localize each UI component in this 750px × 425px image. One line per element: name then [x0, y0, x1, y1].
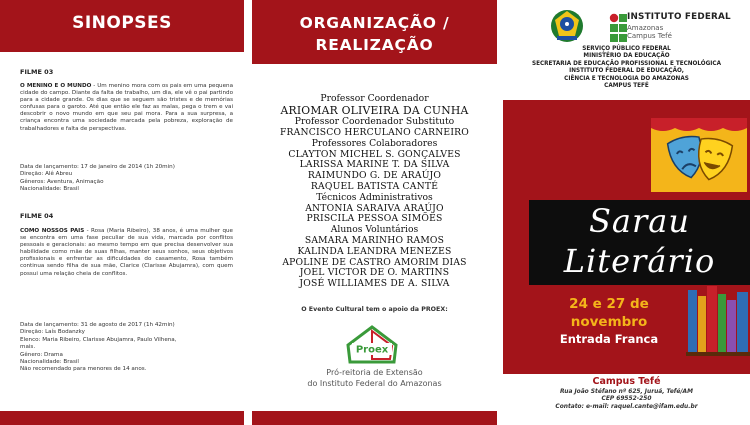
- synopses-footer-bar: [0, 411, 244, 425]
- film-1-separator: -: [91, 83, 98, 89]
- proex-logo: [344, 325, 400, 365]
- film-1-text: Um menino mora com os pais em uma pequena cidade do campo. Diante da falta de trabalho, um dia, ele vê o pai partindo para a cidade grande. Os dias que se seguem são tristes e de memórias confusas para o garoto. Até que então ele faz as malas, pega o trem e vai descobrir o novo mundo em que seu pai mora. Para a sua surpresa, a criança encontra uma sociedade marcada pela pobreza, exploração de trabalhadores e falta de perspectivas.: [20, 83, 233, 132]
- synopses-panel: [0, 0, 244, 425]
- book-spine: [688, 290, 697, 352]
- theater-masks-box: [651, 118, 747, 192]
- organization-footer-bar: [252, 411, 497, 425]
- books-icon: [686, 284, 750, 356]
- gov-line-6: CAMPUS TEFÉ: [604, 83, 649, 90]
- gov-line-2: MINISTÉRIO DA EDUCAÇÃO: [583, 53, 670, 60]
- masks-curtain: [651, 118, 747, 131]
- team-member-name: LARISSA MARINE T. DA SILVA: [299, 159, 450, 171]
- event-date-line-1: 24 e 27 de: [569, 296, 649, 312]
- film-2-nationality: Nacionalidade: Brasil: [20, 359, 79, 366]
- team-member-name: CLAYTON MICHEL S. GONÇALVES: [288, 148, 461, 160]
- synopses-header: [0, 0, 244, 52]
- team-member-name: KALINDA LEANDRA MENEZES: [297, 245, 452, 257]
- gov-line-4: INSTITUTO FEDERAL DE EDUCAÇÃO,: [569, 68, 684, 75]
- team-member-name: JOEL VICTOR DE O. MARTINS: [299, 267, 450, 279]
- team-role: Professores Colaboradores: [311, 137, 438, 149]
- film-1-genres: Gêneros: Aventura, Animação: [20, 178, 104, 185]
- institute-campus: Campus Tefé: [627, 32, 672, 40]
- film-1-release: Data de lançamento: 17 de janeiro de 2014 (1h 20min): [20, 164, 175, 170]
- entry-info: Entrada Franca: [559, 332, 659, 346]
- if-logo-icon: [610, 14, 627, 42]
- film-1-label: FILME 03: [20, 68, 54, 76]
- team-member-name: RAQUEL BATISTA CANTÉ: [310, 180, 439, 192]
- gov-line-5: CIÊNCIA E TECNOLOGIA DO AMAZONAS: [564, 75, 689, 82]
- gov-line-1: SERVIÇO PÚBLICO FEDERAL: [582, 46, 671, 52]
- book-spine: [718, 294, 726, 352]
- film-2-rating: Não recomendado para menores de 14 anos.: [20, 366, 147, 373]
- event-date-line-2: novembro: [570, 314, 648, 330]
- government-header: [505, 46, 748, 90]
- film-1-nationality: Nacionalidade: Brasil: [20, 186, 79, 193]
- gov-line-3: SECRETARIA DE EDUCAÇÃO PROFISSIONAL E TECNOLÓGICA: [532, 60, 721, 67]
- event-title-line-1: Sarau: [589, 202, 690, 240]
- theater-masks-icon: [651, 118, 747, 192]
- team-member-name: FRANCISCO HERCULANO CARNEIRO: [279, 127, 470, 138]
- coat-of-arms-icon: [551, 10, 583, 42]
- proex-name-line-1: Pró-reitoria de Extensão: [326, 368, 423, 377]
- campus-address: [503, 389, 750, 404]
- book-spine: [727, 300, 736, 352]
- proex-name-line-2: do Instituto Federal do Amazonas: [307, 379, 442, 388]
- team-role: Professor Coordenador Substituto: [294, 116, 455, 128]
- team-member-name: ARIOMAR OLIVEIRA DA CUNHA: [280, 103, 469, 117]
- film-1-details: [20, 164, 235, 194]
- organization-panel: [252, 0, 497, 425]
- synopses-title: SINOPSES: [72, 13, 172, 33]
- event-title-line-2: Literário: [563, 242, 716, 280]
- film-2-details: [20, 322, 235, 374]
- cover-panel: [503, 0, 750, 425]
- film-2-label: FILME 04: [20, 212, 54, 220]
- team-member-name: JOSÉ WILLIAMES DE A. SILVA: [299, 278, 450, 290]
- film-2-title: COMO NOSSOS PAIS: [20, 228, 85, 234]
- team-role: Técnicos Administrativos: [316, 191, 433, 203]
- film-1-director: Direção: Alê Abreu: [20, 171, 73, 178]
- team-member-name: ANTONIA SARAIVA ARAÚJO: [305, 202, 444, 214]
- event-title: [529, 201, 750, 281]
- film-2-release: Data de lançamento: 31 de agosto de 2017 (1h 42min): [20, 322, 175, 328]
- address-line-2: CEP 69552-250: [601, 396, 652, 403]
- contact-email[interactable]: Contato: e-mail: raquel.cante@ifam.edu.br: [555, 404, 698, 410]
- film-2-director: Direção: Laís Bodanzky: [20, 329, 85, 336]
- team-role: Alunos Voluntários: [330, 224, 419, 236]
- organization-title-line-2: REALIZAÇÃO: [315, 36, 434, 54]
- team-member-name: SAMARA MARINHO RAMOS: [304, 234, 445, 246]
- team-member-name: PRISCILA PESSOA SIMÕES: [306, 213, 443, 225]
- film-2-synopsis: [20, 228, 233, 278]
- film-2-cast: Elenco: Maria Ribeiro, Clarisse Abujamra, Paulo Vilhena,: [20, 336, 177, 343]
- proex-logo-text: Proex: [355, 344, 389, 356]
- support-note: O Evento Cultural tem o apoio da PROEX:: [301, 306, 448, 313]
- organization-header: [252, 0, 497, 64]
- book-spine: [737, 292, 748, 352]
- team-list: [252, 94, 497, 290]
- organization-title-line-1: ORGANIZAÇÃO /: [299, 14, 450, 32]
- film-2-separator: -: [84, 228, 92, 234]
- institute-name: INSTITUTO FEDERAL: [627, 12, 731, 22]
- campus-name: Campus Tefé: [592, 376, 661, 387]
- team-role: Professor Coordenador: [320, 93, 429, 104]
- book-spine: [698, 296, 706, 352]
- film-2-cast-more: mais.: [20, 344, 36, 351]
- team-member-name: APOLINE DE CASTRO AMORIM DIAS: [282, 256, 467, 268]
- film-2-text: Rosa (Maria Ribeiro), 38 anos, é uma mulher que se encontra em uma fase peculiar de sua vida, marcada por conflitos pessoais e geracionais: ao mesmo tempo em que precisa desenvolver sua habilidade como mãe de suas filhas, manter seus sonhos, seus objetivos profissionais e enfrentar as dificuldades do casamento, Rosa também continua sendo filha de sua mãe, Clarice (Clarisse Abujamra), com quem possui uma relação cheia de conflitos.: [20, 228, 233, 277]
- book-shelf: [686, 352, 750, 356]
- film-1-title: O MENINO E O MUNDO: [20, 83, 92, 89]
- film-2-genre: Gênero: Drama: [20, 351, 63, 358]
- book-spine: [707, 286, 717, 352]
- team-member-name: RAIMUNDO G. DE ARAÚJO: [307, 170, 442, 182]
- address-line-1: Rua João Stéfano nº 625, Juruá, Tefé/AM: [560, 389, 693, 395]
- film-1-synopsis: [20, 83, 233, 133]
- institute-state: Amazonas: [627, 24, 664, 32]
